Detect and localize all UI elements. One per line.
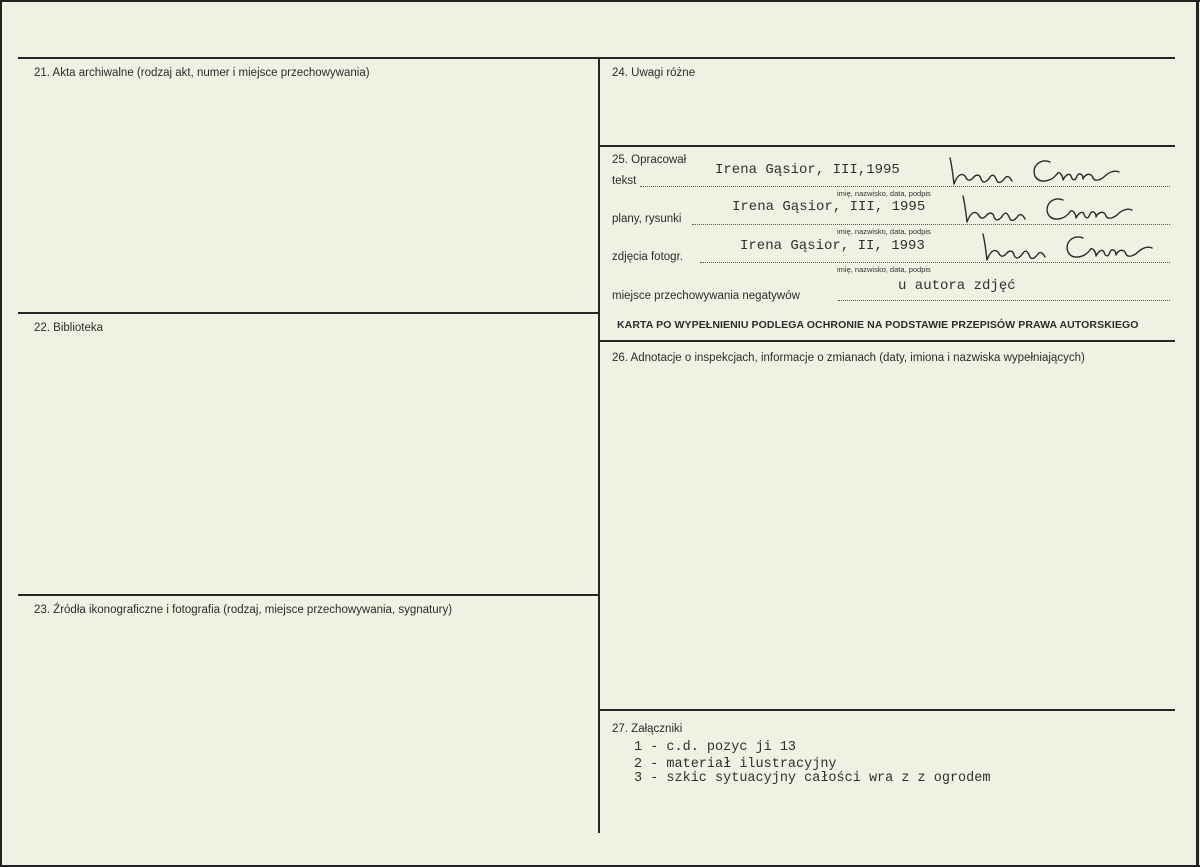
row-text-label: tekst	[612, 175, 637, 187]
card-edge-top	[0, 0, 1200, 2]
section-27-label: 27. Załączniki	[612, 723, 683, 735]
row-plans-value: Irena Gąsior, III, 1995	[732, 199, 926, 215]
section-21-label: 21. Akta archiwalne (rodzaj akt, numer i miejsce przechowywania)	[34, 67, 370, 79]
card-edge-right	[1196, 0, 1199, 867]
negatives-value: u autora zdjęć	[898, 278, 1016, 294]
attachment-item: 2 - materiał ilustracyjny	[634, 757, 837, 772]
section-23-label: 23. Źródła ikonograficzne i fotografia (rodzaj, miejsce przechowywania, sygnatury)	[34, 604, 453, 616]
card-edge-left	[0, 0, 2, 867]
signature-photos	[978, 230, 1153, 266]
row-photos-label: zdjęcia fotogr.	[612, 251, 683, 263]
divider-26-27	[600, 709, 1175, 711]
signature-plans	[958, 192, 1133, 228]
negatives-label: miejsce przechowywania negatywów	[612, 290, 800, 302]
section-22-label: 22. Biblioteka	[34, 322, 104, 334]
section-25-label: 25. Opracował	[612, 154, 687, 166]
divider-22-23	[18, 594, 600, 596]
row-photos-hint: imię, nazwisko, data, podpis	[837, 265, 931, 274]
section-24-label: 24. Uwagi różne	[612, 67, 696, 79]
attachment-item: 1 - c.d. pozyc ji 13	[634, 740, 797, 755]
row-plans-label: plany, rysunki	[612, 213, 682, 225]
row-plans-hint: imię, nazwisko, data, podpis	[837, 227, 931, 236]
section-26-label: 26. Adnotacje o inspekcjach, informacje o zmianach (daty, imiona i nazwiska wypełniających)	[612, 352, 1085, 364]
row-photos-value: Irena Gąsior, II, 1993	[740, 238, 925, 254]
divider-top	[18, 57, 1175, 59]
divider-21-22	[18, 312, 600, 314]
row-text-hint: imię, nazwisko, data, podpis	[837, 189, 931, 198]
attachment-item: 3 - szkic sytuacyjny całości wra z z ogrodem	[634, 771, 991, 786]
copyright-notice: KARTA PO WYPEŁNIENIU PODLEGA OCHRONIE NA PODSTAWIE PRZEPISÓW PRAWA AUTORSKIEGO	[617, 319, 1139, 331]
divider-24-25	[600, 145, 1175, 147]
negatives-line	[838, 300, 1170, 301]
divider-center	[598, 57, 600, 833]
signature-text	[945, 154, 1120, 190]
divider-25-26	[600, 340, 1175, 342]
row-text-value: Irena Gąsior, III,1995	[715, 162, 900, 178]
